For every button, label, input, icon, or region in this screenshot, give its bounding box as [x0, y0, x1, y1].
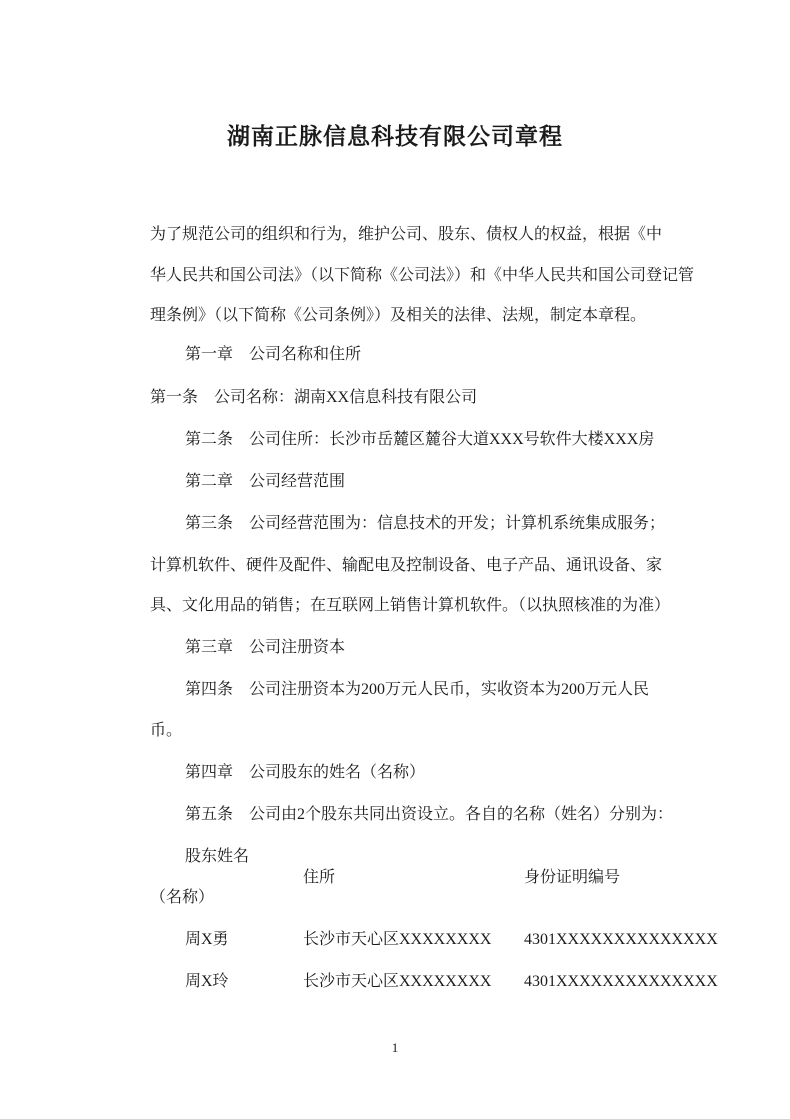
article-line: 第三条 公司经营范围为：信息技术的开发；计算机系统集成服务； [185, 515, 666, 532]
preamble-line: 为了规范公司的组织和行为，维护公司、股东、债权人的权益，根据《中 [150, 226, 663, 243]
cell-address: 长沙市天心区XXXXXXXX [303, 931, 492, 948]
cell-id: 4301XXXXXXXXXXXXXX [524, 931, 718, 948]
document-title: 湖南正脉信息科技有限公司章程 [227, 124, 563, 149]
article: 第五条 公司由2个股东共同出资设立。各自的名称（姓名）分别为： [185, 806, 674, 823]
preamble-line: 理条例》（以下简称《公司条例》）及相关的法律、法规，制定本章程。 [150, 307, 647, 324]
header-name-sub: （名称） [150, 889, 215, 906]
cell-name: 周X玲 [185, 973, 229, 990]
article: 第二条 公司住所：长沙市岳麓区麓谷大道XXX号软件大楼XXX房 [185, 431, 655, 448]
article-line: 币。 [150, 722, 183, 739]
header-id: 身份证明编号 [524, 869, 621, 886]
chapter-heading: 第二章 公司经营范围 [185, 473, 346, 490]
article: 第一条 公司名称：湖南XX信息科技有限公司 [150, 389, 478, 406]
cell-name: 周X勇 [185, 931, 229, 948]
cell-address: 长沙市天心区XXXXXXXX [303, 973, 492, 990]
header-address: 住所 [303, 869, 336, 886]
header-name: 股东姓名 [185, 848, 250, 865]
preamble-line: 华人民共和国公司法》（以下简称《公司法》）和《中华人民共和国公司登记管 [150, 267, 695, 284]
chapter-heading: 第一章 公司名称和住所 [185, 346, 362, 363]
chapter-heading: 第四章 公司股东的姓名（名称） [185, 764, 426, 781]
page-number: 1 [391, 1040, 399, 1055]
cell-id: 4301XXXXXXXXXXXXXX [524, 973, 718, 990]
article-line: 第四条 公司注册资本为200万元人民币，实收资本为200万元人民 [185, 681, 650, 698]
article-line: 具、文化用品的销售；在互联网上销售计算机软件。（以执照核准的为准） [150, 597, 671, 614]
chapter-heading: 第三章 公司注册资本 [185, 639, 346, 656]
article-line: 计算机软件、硬件及配件、输配电及控制设备、电子产品、通讯设备、家 [150, 557, 663, 574]
